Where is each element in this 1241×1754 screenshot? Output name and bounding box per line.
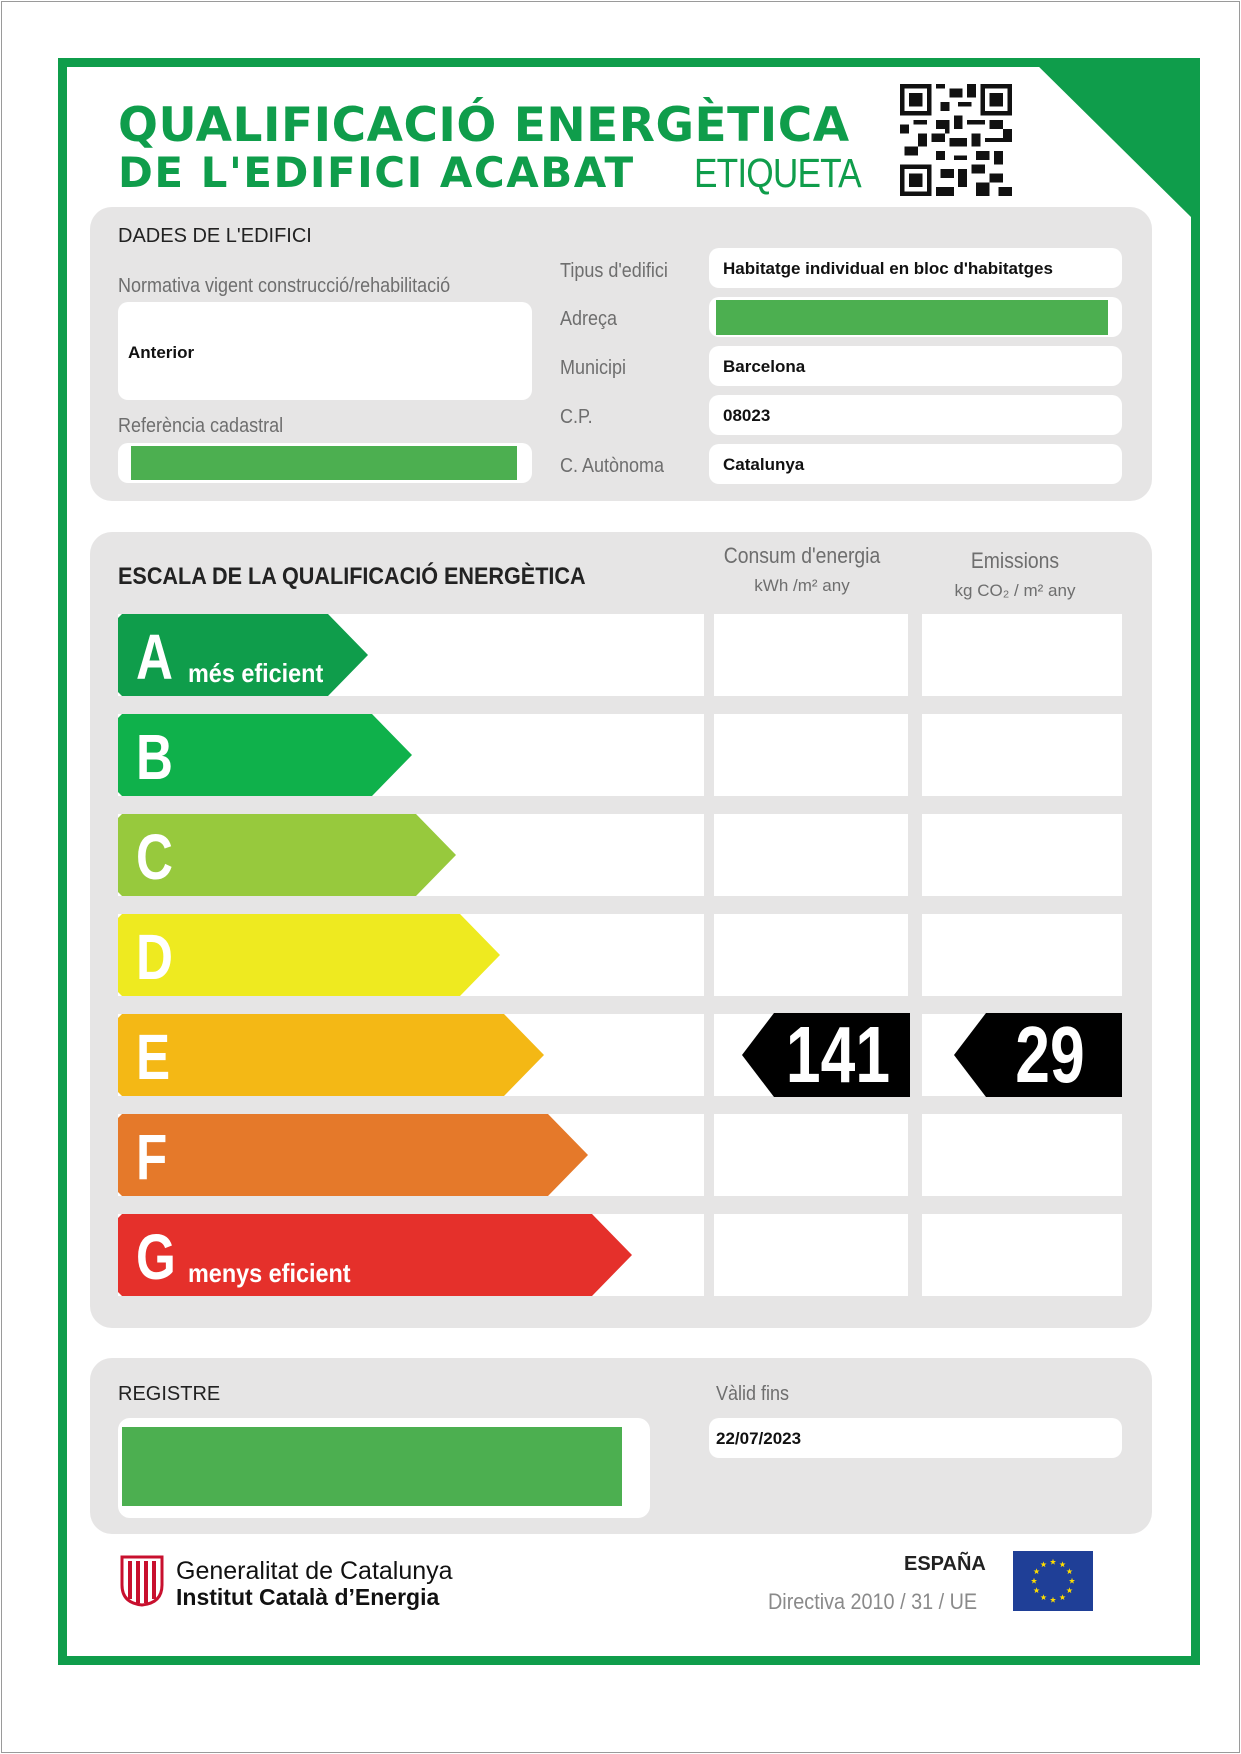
referencia-label: Referència cadastral	[118, 415, 284, 437]
emissions-cell-c	[922, 814, 1122, 896]
band-letter: D	[136, 921, 173, 993]
tipus-label: Tipus d'edifici	[560, 260, 668, 282]
footer-country: ESPAÑA	[904, 1553, 986, 1575]
valid-value: 22/07/2023	[716, 1429, 802, 1448]
qr-code-icon	[900, 84, 1012, 196]
band-letter: G	[136, 1221, 176, 1293]
consum-cell-d	[714, 914, 908, 996]
consum-cell-g	[714, 1214, 908, 1296]
comunitat-label: C. Autònoma	[560, 455, 665, 477]
band-arrow-e	[118, 1014, 544, 1096]
cp-value: 08023	[723, 406, 771, 425]
consum-cell-a	[714, 614, 908, 696]
title-line2: DE L'EDIFICI ACABAT	[118, 148, 635, 197]
emissions-indicator-value: 29	[1015, 1010, 1085, 1099]
band-arrow-d	[118, 914, 500, 996]
emissions-indicator	[954, 1010, 1122, 1099]
normativa-value: Anterior	[128, 343, 195, 362]
consum-unit: kWh /m² any	[754, 576, 850, 595]
emissions-title: Emissions	[970, 548, 1060, 573]
band-letter: C	[136, 821, 173, 893]
registre-heading: REGISTRE	[118, 1383, 221, 1405]
generalitat-logo-icon	[120, 1555, 164, 1607]
band-f	[118, 1114, 590, 1196]
band-e	[118, 1014, 546, 1096]
band-b	[118, 714, 414, 796]
registre-redacted	[122, 1427, 622, 1506]
band-letter: B	[136, 721, 173, 793]
scale-title: ESCALA DE LA QUALIFICACIÓ ENERGÈTICA	[118, 563, 586, 590]
eu-flag-icon	[1013, 1551, 1093, 1611]
cp-label: C.P.	[560, 406, 593, 428]
footer-directive: Directiva 2010 / 31 / UE	[768, 1589, 978, 1614]
consum-cell-f	[714, 1114, 908, 1196]
band-d	[118, 914, 502, 996]
emissions-cell-d	[922, 914, 1122, 996]
band-caption: menys eficient	[188, 1258, 351, 1288]
referencia-redacted	[131, 446, 517, 480]
tipus-value: Habitatge individual en bloc d'habitatges	[723, 259, 1053, 278]
building-heading: DADES DE L'EDIFICI	[118, 225, 312, 247]
consum-indicator	[742, 1010, 910, 1099]
cp-box	[709, 395, 1122, 435]
consum-cell-c	[714, 814, 908, 896]
municipi-label: Municipi	[560, 357, 627, 379]
consum-indicator-value: 141	[785, 1010, 891, 1099]
band-c	[118, 814, 458, 896]
band-letter: F	[136, 1121, 168, 1193]
consum-title: Consum d'energia	[723, 543, 881, 568]
band-arrow-f	[118, 1114, 588, 1196]
band-letter: A	[136, 621, 173, 693]
emissions-cell-f	[922, 1114, 1122, 1196]
corner-triangle	[1030, 58, 1192, 218]
band-letter: E	[136, 1021, 171, 1093]
footer-org1: Generalitat de Catalunya	[176, 1557, 453, 1585]
normativa-label: Normativa vigent construcció/rehabilitació	[118, 275, 451, 297]
emissions-cell-b	[922, 714, 1122, 796]
footer-org2: Institut Català d’Energia	[176, 1584, 440, 1610]
comunitat-value: Catalunya	[723, 455, 805, 474]
emissions-cell-g	[922, 1214, 1122, 1296]
adreca-label: Adreça	[560, 308, 618, 330]
emissions-unit: kg CO₂ / m² any	[954, 581, 1076, 600]
band-g	[118, 1214, 634, 1296]
band-a	[118, 614, 370, 696]
emissions-cell-a	[922, 614, 1122, 696]
adreca-redacted	[716, 300, 1108, 335]
municipi-value: Barcelona	[723, 357, 806, 376]
band-caption: més eficient	[188, 658, 324, 688]
etiqueta-label: ETIQUETA	[694, 150, 861, 196]
title-line1: QUALIFICACIÓ ENERGÈTICA	[118, 98, 850, 153]
consum-cell-b	[714, 714, 908, 796]
valid-label: Vàlid fins	[716, 1383, 790, 1405]
